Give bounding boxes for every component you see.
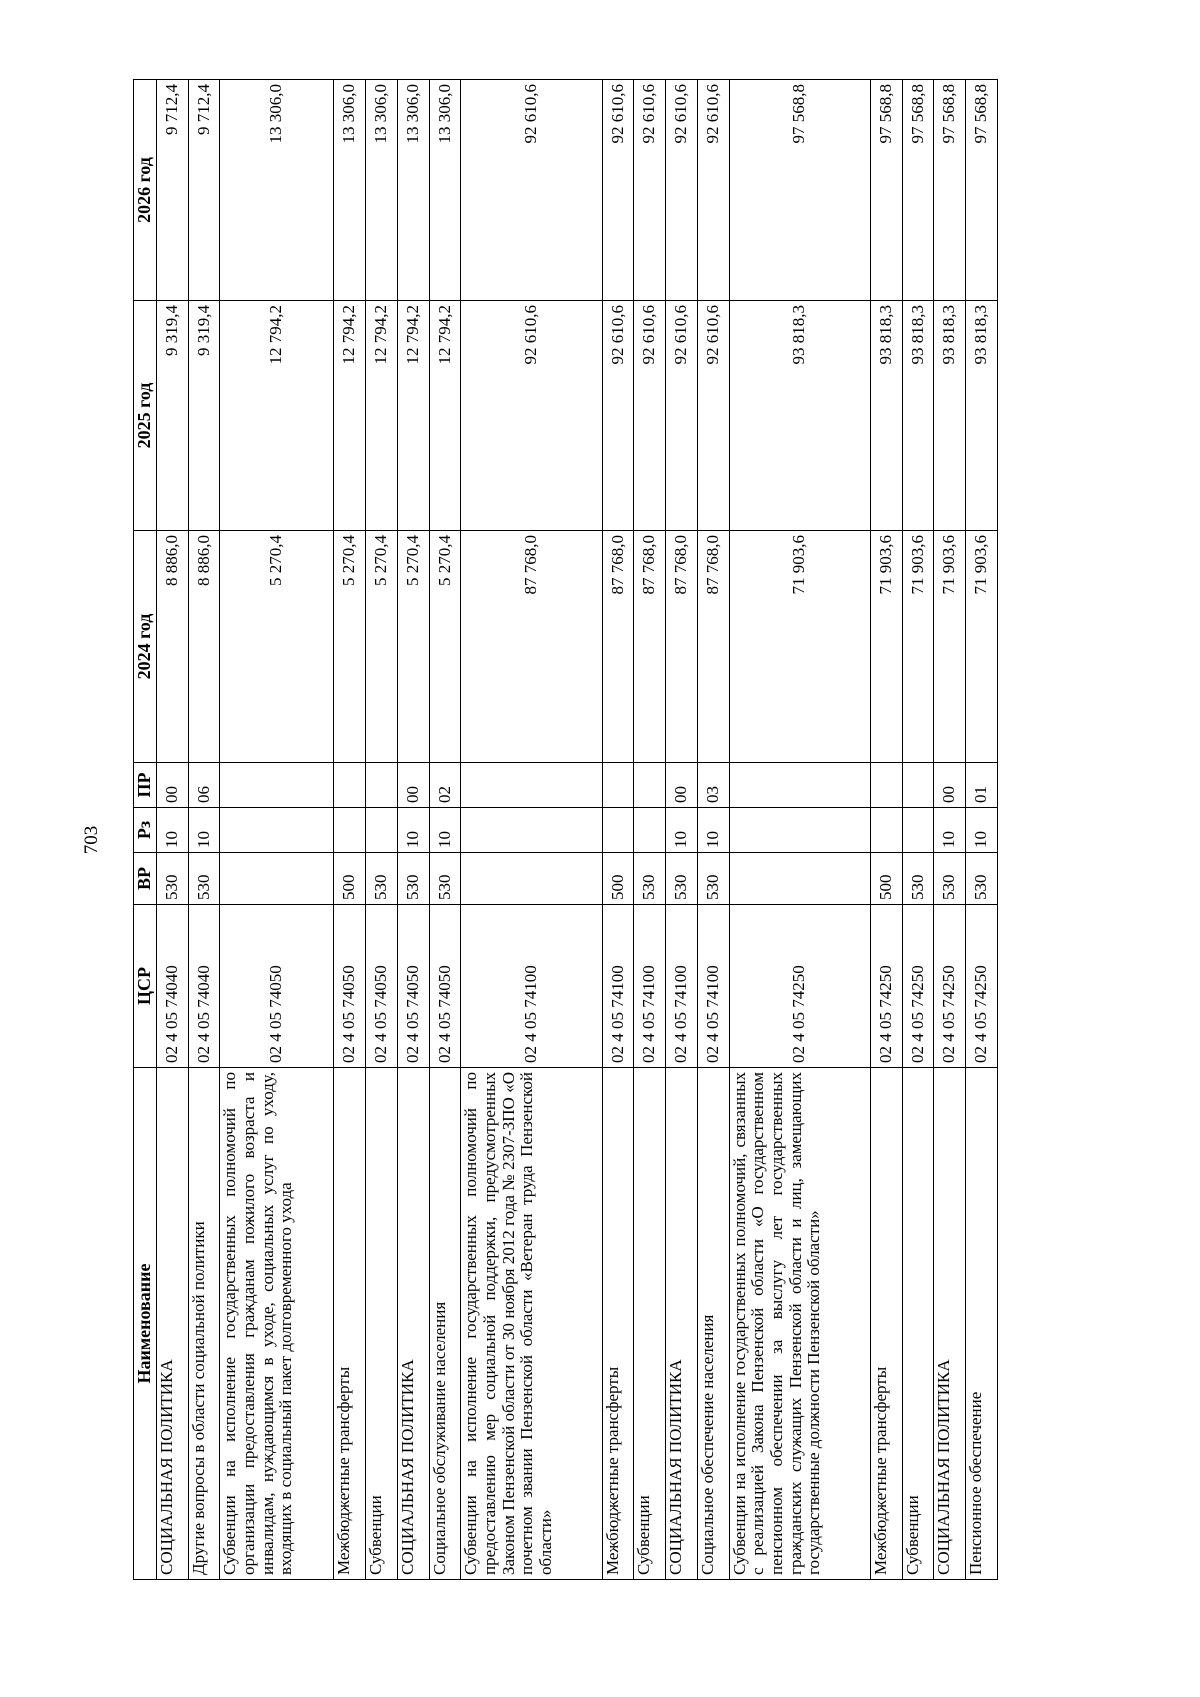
- row-rz: [729, 808, 870, 853]
- row-rz: 10: [156, 808, 188, 853]
- row-2024: 87 768,0: [634, 531, 666, 763]
- row-name: Субвенции на исполнение государственных полномочий, связанных с реализацией Закона Пензенской области «О государственном пенсионном обеспечении за выслугу лет государственных гражданских служащих Пензенской области и лиц, замещающих государственные должности Пензенской области»: [729, 1068, 870, 1580]
- row-csr: 02 4 05 74100: [461, 905, 602, 1068]
- row-csr: 02 4 05 74250: [902, 905, 934, 1068]
- row-rz: 10: [697, 808, 729, 853]
- row-2026: 13 306,0: [334, 80, 366, 301]
- row-name: Другие вопросы в области социальной политики: [188, 1068, 220, 1580]
- table-row: [729, 80, 870, 1580]
- row-vr: 530: [966, 853, 998, 905]
- row-name: СОЦИАЛЬНАЯ ПОЛИТИКА: [666, 1068, 698, 1580]
- row-vr: 500: [602, 853, 634, 905]
- row-vr: 530: [188, 853, 220, 905]
- header-pr: ПР: [134, 763, 157, 808]
- row-2026: 13 306,0: [429, 80, 461, 301]
- header-2025: 2025 год: [134, 301, 157, 531]
- row-csr: 02 4 05 74250: [966, 905, 998, 1068]
- row-csr: 02 4 05 74100: [602, 905, 634, 1068]
- row-pr: 01: [966, 763, 998, 808]
- row-rz: 10: [188, 808, 220, 853]
- row-name: Межбюджетные трансферты: [602, 1068, 634, 1580]
- row-rz: [602, 808, 634, 853]
- row-pr: 02: [429, 763, 461, 808]
- table-row: [697, 80, 729, 1580]
- row-2025: 92 610,6: [634, 301, 666, 531]
- row-csr: 02 4 05 74250: [870, 905, 902, 1068]
- row-2026: 92 610,6: [666, 80, 698, 301]
- row-2026: 97 568,8: [902, 80, 934, 301]
- table-row: [966, 80, 998, 1580]
- row-2026: 92 610,6: [602, 80, 634, 301]
- row-2026: 13 306,0: [365, 80, 397, 301]
- header-csr: ЦСР: [134, 905, 157, 1068]
- row-2024: 71 903,6: [729, 531, 870, 763]
- row-2025: 12 794,2: [220, 301, 334, 531]
- row-2026: 13 306,0: [397, 80, 429, 301]
- header-2024: 2024 год: [134, 531, 157, 763]
- table-row: [602, 80, 634, 1580]
- row-2026: 92 610,6: [697, 80, 729, 301]
- row-vr: [461, 853, 602, 905]
- row-2024: 87 768,0: [666, 531, 698, 763]
- row-2025: 12 794,2: [334, 301, 366, 531]
- header-2026: 2026 год: [134, 80, 157, 301]
- row-2024: 5 270,4: [429, 531, 461, 763]
- row-vr: [220, 853, 334, 905]
- row-2024: 87 768,0: [461, 531, 602, 763]
- row-csr: 02 4 05 74040: [156, 905, 188, 1068]
- row-2025: 93 818,3: [870, 301, 902, 531]
- row-csr: 02 4 05 74050: [365, 905, 397, 1068]
- row-2025: 93 818,3: [729, 301, 870, 531]
- row-pr: [334, 763, 366, 808]
- row-2026: 92 610,6: [461, 80, 602, 301]
- row-pr: [870, 763, 902, 808]
- row-csr: 02 4 05 74040: [188, 905, 220, 1068]
- table-row: [397, 80, 429, 1580]
- header-rz: Рз: [134, 808, 157, 853]
- row-pr: [365, 763, 397, 808]
- row-2024: 5 270,4: [220, 531, 334, 763]
- row-vr: 530: [397, 853, 429, 905]
- row-pr: 00: [397, 763, 429, 808]
- row-rz: [365, 808, 397, 853]
- row-name: Межбюджетные трансферты: [870, 1068, 902, 1580]
- table-body: [156, 80, 997, 1580]
- row-2024: 71 903,6: [870, 531, 902, 763]
- row-pr: 03: [697, 763, 729, 808]
- row-rz: 10: [666, 808, 698, 853]
- row-vr: 530: [156, 853, 188, 905]
- row-pr: 00: [666, 763, 698, 808]
- row-rz: [634, 808, 666, 853]
- row-2025: 9 319,4: [156, 301, 188, 531]
- row-csr: 02 4 05 74100: [697, 905, 729, 1068]
- row-csr: 02 4 05 74050: [334, 905, 366, 1068]
- row-2024: 71 903,6: [934, 531, 966, 763]
- row-vr: 500: [870, 853, 902, 905]
- table-row: [634, 80, 666, 1580]
- header-name: Наименование: [134, 1068, 157, 1580]
- row-2024: 87 768,0: [602, 531, 634, 763]
- row-2025: 12 794,2: [397, 301, 429, 531]
- row-vr: [729, 853, 870, 905]
- row-rz: [461, 808, 602, 853]
- row-2026: 97 568,8: [729, 80, 870, 301]
- table-row: [666, 80, 698, 1580]
- row-2026: 97 568,8: [870, 80, 902, 301]
- row-name: СОЦИАЛЬНАЯ ПОЛИТИКА: [397, 1068, 429, 1580]
- row-2025: 93 818,3: [966, 301, 998, 531]
- row-2026: 92 610,6: [634, 80, 666, 301]
- row-csr: 02 4 05 74100: [634, 905, 666, 1068]
- row-rz: [220, 808, 334, 853]
- row-rz: 10: [934, 808, 966, 853]
- row-2025: 93 818,3: [902, 301, 934, 531]
- table-row: [429, 80, 461, 1580]
- row-vr: 530: [666, 853, 698, 905]
- row-2024: 5 270,4: [365, 531, 397, 763]
- row-csr: 02 4 05 74250: [729, 905, 870, 1068]
- row-2025: 12 794,2: [365, 301, 397, 531]
- row-pr: [461, 763, 602, 808]
- row-2024: 8 886,0: [188, 531, 220, 763]
- table-row: [220, 80, 334, 1580]
- row-2025: 92 610,6: [697, 301, 729, 531]
- row-2026: 97 568,8: [966, 80, 998, 301]
- page-number: 703: [81, 825, 102, 855]
- row-csr: 02 4 05 74050: [429, 905, 461, 1068]
- table-row: [334, 80, 366, 1580]
- row-name: СОЦИАЛЬНАЯ ПОЛИТИКА: [156, 1068, 188, 1580]
- row-2025: 93 818,3: [934, 301, 966, 531]
- row-2025: 92 610,6: [602, 301, 634, 531]
- row-name: Межбюджетные трансферты: [334, 1068, 366, 1580]
- row-2026: 13 306,0: [220, 80, 334, 301]
- row-rz: 10: [397, 808, 429, 853]
- row-pr: [902, 763, 934, 808]
- row-pr: [634, 763, 666, 808]
- header-vr: ВР: [134, 853, 157, 905]
- row-rz: [902, 808, 934, 853]
- row-pr: [729, 763, 870, 808]
- row-name: Субвенции: [634, 1068, 666, 1580]
- row-2024: 5 270,4: [397, 531, 429, 763]
- row-vr: 530: [429, 853, 461, 905]
- row-pr: [220, 763, 334, 808]
- row-2025: 12 794,2: [429, 301, 461, 531]
- row-name: Субвенции на исполнение государственных полномочий по предоставлению мер социальной поддержки, предусмотренных Законом Пензенской области от 30 ноября 2012 года № 2307-ЗПО «О почетном звании Пензенской области «Ветеран труда Пензенской области»: [461, 1068, 602, 1580]
- table-row: [365, 80, 397, 1580]
- row-vr: 530: [902, 853, 934, 905]
- rotated-table-container: [133, 80, 998, 1580]
- row-2025: 92 610,6: [666, 301, 698, 531]
- row-2024: 71 903,6: [902, 531, 934, 763]
- row-pr: [602, 763, 634, 808]
- row-name: Пенсионное обеспечение: [966, 1068, 998, 1580]
- row-csr: 02 4 05 74050: [220, 905, 334, 1068]
- row-name: Социальное обслуживание населения: [429, 1068, 461, 1580]
- row-pr: 00: [156, 763, 188, 808]
- row-name: Субвенции: [902, 1068, 934, 1580]
- row-csr: 02 4 05 74100: [666, 905, 698, 1068]
- row-2024: 8 886,0: [156, 531, 188, 763]
- row-2025: 92 610,6: [461, 301, 602, 531]
- row-rz: 10: [966, 808, 998, 853]
- table-row: [156, 80, 188, 1580]
- table-row: [870, 80, 902, 1580]
- row-name: СОЦИАЛЬНАЯ ПОЛИТИКА: [934, 1068, 966, 1580]
- row-pr: 00: [934, 763, 966, 808]
- row-2026: 97 568,8: [934, 80, 966, 301]
- budget-table: [133, 79, 998, 1580]
- row-2025: 9 319,4: [188, 301, 220, 531]
- row-name: Субвенции: [365, 1068, 397, 1580]
- row-rz: [870, 808, 902, 853]
- row-vr: 530: [634, 853, 666, 905]
- row-rz: 10: [429, 808, 461, 853]
- row-2024: 87 768,0: [697, 531, 729, 763]
- table-row: [461, 80, 602, 1580]
- table-row: [188, 80, 220, 1580]
- row-name: Субвенции на исполнение государственных полномочий по организации предоставления гражданам пожилого возраста и инвалидам, нуждающимся в уходе, социальных услуг по уходу, входящих в социальный пакет долговременного ухода: [220, 1068, 334, 1580]
- header-row: [134, 80, 157, 1580]
- row-vr: 500: [334, 853, 366, 905]
- row-vr: 530: [365, 853, 397, 905]
- table-row: [934, 80, 966, 1580]
- table-row: [902, 80, 934, 1580]
- row-pr: 06: [188, 763, 220, 808]
- row-vr: 530: [934, 853, 966, 905]
- row-name: Социальное обеспечение населения: [697, 1068, 729, 1580]
- row-2026: 9 712,4: [188, 80, 220, 301]
- row-csr: 02 4 05 74250: [934, 905, 966, 1068]
- row-2024: 5 270,4: [334, 531, 366, 763]
- row-csr: 02 4 05 74050: [397, 905, 429, 1068]
- row-vr: 530: [697, 853, 729, 905]
- row-2024: 71 903,6: [966, 531, 998, 763]
- row-rz: [334, 808, 366, 853]
- row-2026: 9 712,4: [156, 80, 188, 301]
